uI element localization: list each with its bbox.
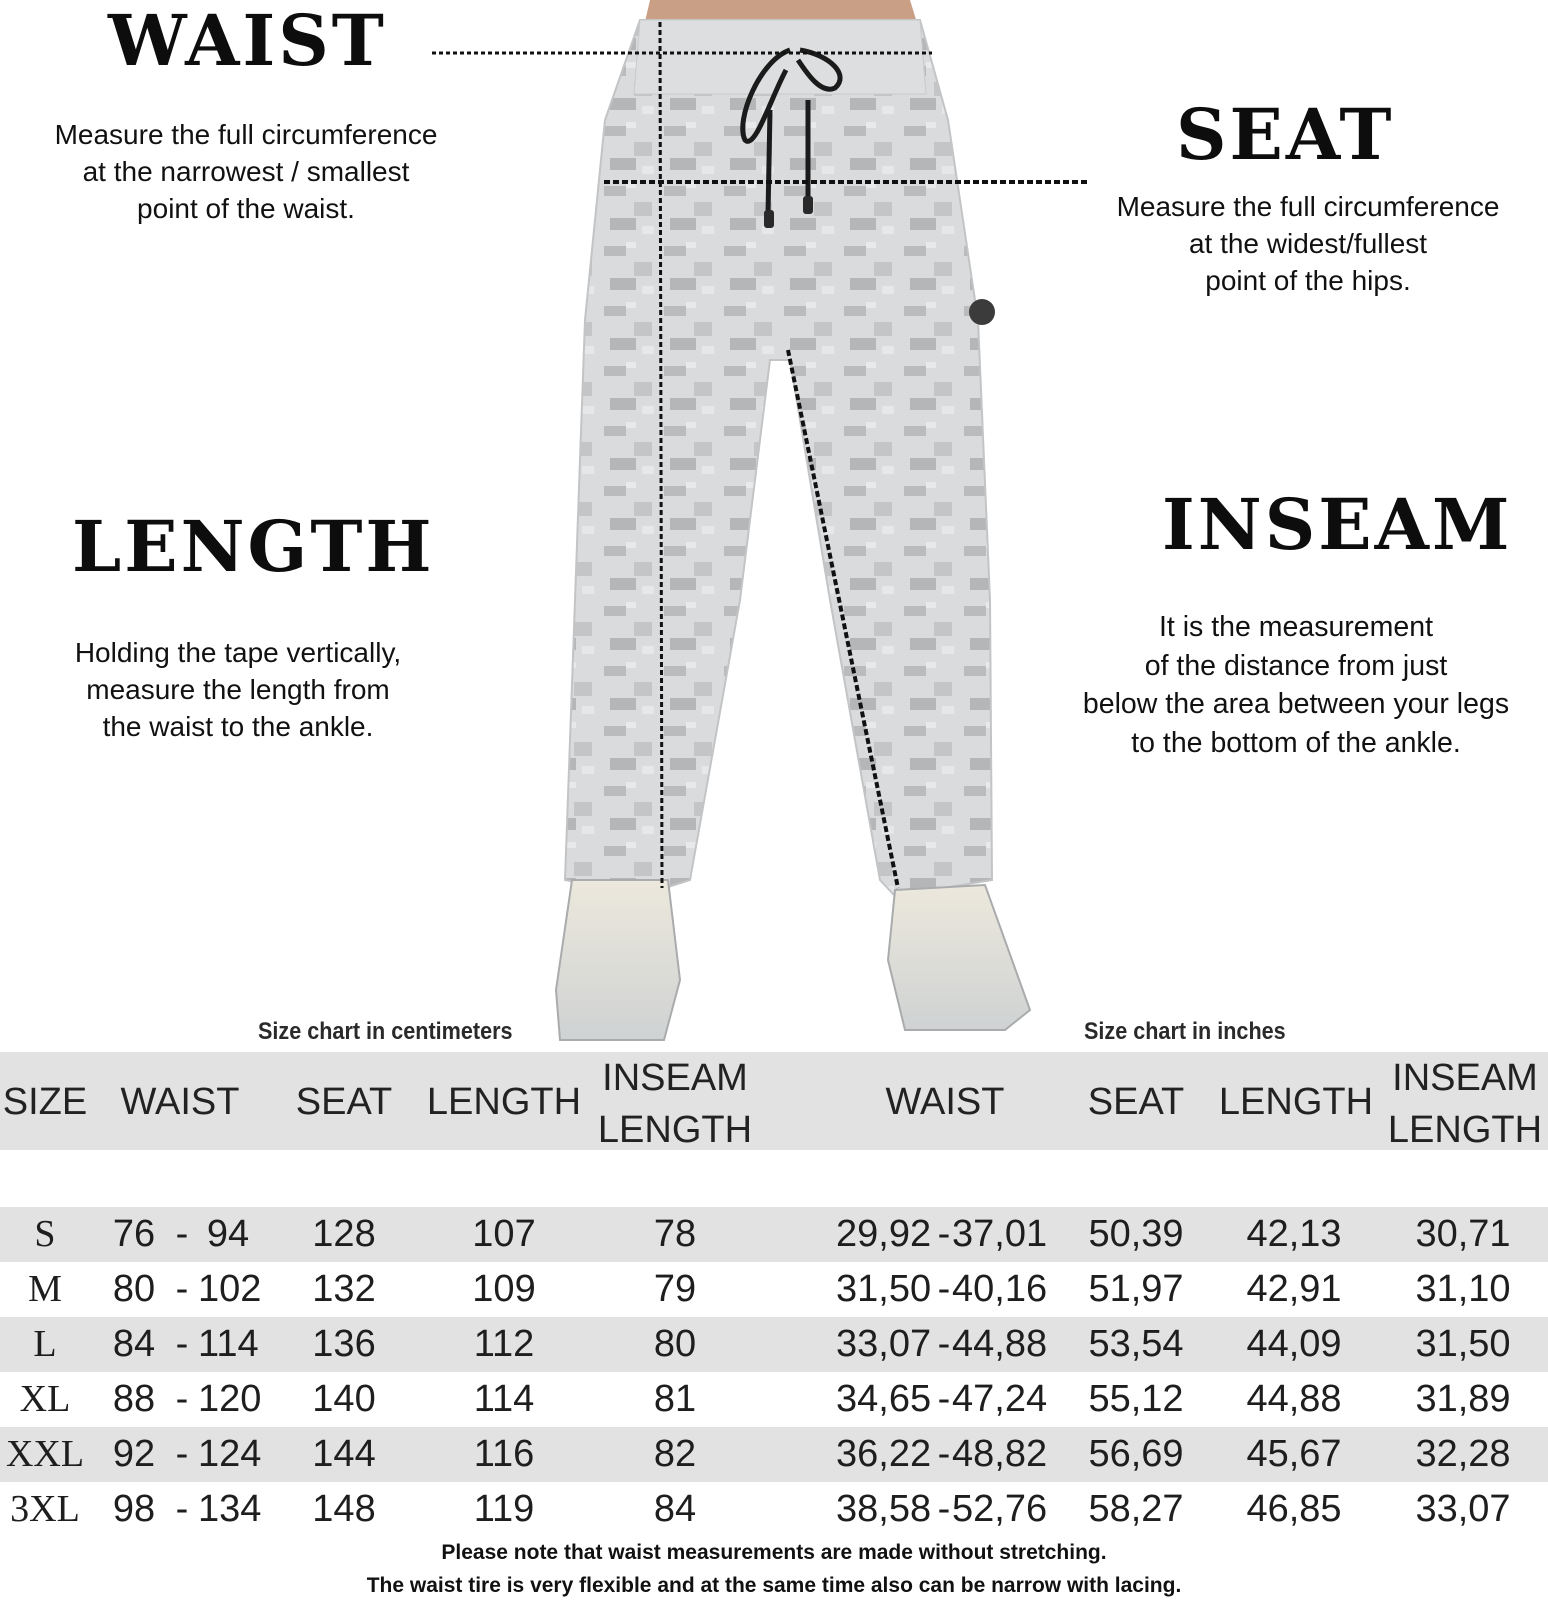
cell-waist-min-in: 36,22	[836, 1433, 932, 1475]
cell-size: 3XL	[10, 1488, 80, 1530]
inseam-desc-line: below the area between your legs	[1082, 688, 1510, 720]
header-inseam-in-line: INSEAM	[1392, 1057, 1538, 1099]
cell-size: L	[33, 1323, 57, 1365]
cell-waist-max-cm: 124	[198, 1433, 262, 1475]
cell-waist-max-in: 52,76	[952, 1488, 1048, 1530]
cell-seat-in: 56,69	[1088, 1433, 1184, 1475]
cell-inseam-cm: 79	[653, 1268, 697, 1310]
cell-inseam-cm: 82	[653, 1433, 697, 1475]
header-inseam-in	[1382, 1052, 1548, 1156]
cell-waist-separator: -	[937, 1378, 951, 1420]
cell-seat-in: 53,54	[1088, 1323, 1184, 1365]
cell-seat-cm: 132	[312, 1268, 376, 1310]
cell-waist-max-cm: 102	[198, 1268, 262, 1310]
cell-waist-max-cm: 114	[198, 1323, 259, 1365]
cell-length-in: 44,09	[1246, 1323, 1342, 1365]
cell-seat-in: 58,27	[1088, 1488, 1184, 1530]
cell-waist-max-in: 37,01	[952, 1213, 1048, 1255]
cell-waist-max-in: 47,24	[952, 1378, 1048, 1420]
size-row-m	[0, 1262, 1548, 1317]
waist-heading: WAIST	[108, 0, 387, 82]
cell-inseam-cm: 78	[653, 1213, 697, 1255]
inseam-heading: INSEAM	[1162, 483, 1513, 566]
left-shoe	[556, 880, 680, 1040]
cell-waist-min-cm: 88	[112, 1378, 156, 1420]
cell-length-in: 42,91	[1246, 1268, 1342, 1310]
waist-desc-line: point of the waist.	[137, 193, 355, 224]
seat-heading: SEAT	[1176, 93, 1395, 176]
size-row-s	[0, 1207, 1548, 1262]
cell-inseam-in: 31,89	[1415, 1378, 1511, 1420]
brand-patch	[969, 299, 995, 325]
seat-desc-line: at the widest/fullest	[1188, 228, 1428, 259]
cell-inseam-cm: 84	[653, 1488, 697, 1530]
cell-length-in: 42,13	[1246, 1213, 1342, 1255]
size-chart-cm-caption: Size chart in centimeters	[258, 1018, 513, 1045]
length-heading: LENGTH	[72, 505, 435, 588]
cell-seat-cm: 144	[312, 1433, 376, 1475]
cell-inseam-in: 33,07	[1415, 1488, 1511, 1530]
cell-waist-min-cm: 80	[112, 1268, 156, 1310]
cell-waist-max-in: 48,82	[952, 1433, 1048, 1475]
cell-inseam-in: 32,28	[1415, 1433, 1511, 1475]
waist-desc-line: at the narrowest / smallest	[82, 156, 410, 187]
seat-desc-line: Measure the full circumference	[1116, 191, 1500, 222]
header-waist-cm: WAIST	[120, 1081, 240, 1123]
inseam-desc-line: of the distance from just	[1144, 649, 1448, 682]
cell-waist-min-cm: 98	[112, 1488, 156, 1530]
cell-waist-min-cm: 92	[112, 1433, 156, 1475]
waist-note: Please note that waist measurements are made without stretching.	[441, 1541, 1107, 1564]
cell-waist-separator: -	[175, 1268, 189, 1310]
cell-seat-in: 51,97	[1088, 1268, 1184, 1310]
length-description	[28, 634, 448, 745]
cell-inseam-in: 30,71	[1415, 1213, 1511, 1255]
cell-seat-cm: 128	[312, 1213, 376, 1255]
size-row-xxl	[0, 1427, 1548, 1482]
cell-waist-separator: -	[937, 1433, 951, 1475]
cell-waist-separator: -	[937, 1213, 951, 1255]
cell-waist-separator: -	[937, 1488, 951, 1530]
header-inseam-cm-line: LENGTH	[597, 1109, 753, 1151]
length-desc-line: measure the length from	[86, 674, 390, 705]
cell-seat-cm: 140	[312, 1378, 376, 1420]
cell-length-cm: 116	[473, 1433, 535, 1475]
cell-seat-cm: 136	[312, 1323, 376, 1365]
cell-size: M	[28, 1268, 62, 1310]
cell-length-cm: 107	[472, 1213, 536, 1255]
cell-waist-min-in: 31,50	[836, 1268, 932, 1310]
cell-inseam-in: 31,10	[1415, 1268, 1511, 1310]
waist-description	[6, 116, 486, 227]
cell-waist-separator: -	[175, 1433, 189, 1475]
cell-waist-min-in: 33,07	[836, 1323, 932, 1365]
size-row-3xl	[0, 1482, 1548, 1537]
cell-waist-min-in: 34,65	[836, 1378, 932, 1420]
pants-shape	[565, 20, 992, 896]
header-inseam-cm-line: INSEAM	[602, 1057, 748, 1099]
seat-description	[1066, 188, 1548, 299]
cell-waist-max-cm: 120	[198, 1378, 262, 1420]
cell-length-in: 45,67	[1246, 1433, 1342, 1475]
cell-seat-cm: 148	[312, 1488, 376, 1530]
right-shoe	[888, 885, 1030, 1030]
cell-seat-in: 55,12	[1088, 1378, 1184, 1420]
header-seat-cm: SEAT	[295, 1081, 393, 1123]
cell-seat-in: 50,39	[1088, 1213, 1184, 1255]
cell-waist-min-cm: 76	[112, 1213, 156, 1255]
header-length-in: LENGTH	[1218, 1081, 1374, 1123]
cell-waist-max-cm: 134	[198, 1488, 262, 1530]
cell-waist-max-in: 44,88	[952, 1323, 1048, 1365]
header-seat-in: SEAT	[1087, 1081, 1185, 1123]
cell-inseam-in: 31,50	[1415, 1323, 1511, 1365]
cell-size: XL	[19, 1378, 71, 1420]
cell-length-cm: 109	[472, 1268, 536, 1310]
cell-waist-min-in: 38,58	[836, 1488, 932, 1530]
cell-waist-max-cm: 94	[206, 1213, 250, 1255]
cell-waist-separator: -	[937, 1268, 951, 1310]
cell-length-cm: 119	[473, 1488, 535, 1530]
inseam-desc-line: It is the measurement	[1158, 611, 1434, 643]
cell-length-cm: 112	[473, 1323, 535, 1365]
cell-waist-max-in: 40,16	[952, 1268, 1048, 1310]
size-row-l	[0, 1317, 1548, 1372]
header-length-cm: LENGTH	[426, 1081, 582, 1123]
header-inseam-cm	[590, 1052, 760, 1156]
cell-waist-separator: -	[175, 1378, 189, 1420]
cell-waist-separator: -	[175, 1488, 189, 1530]
header-inseam-in-line: LENGTH	[1387, 1109, 1543, 1151]
header-waist-in: WAIST	[885, 1081, 1005, 1123]
cell-waist-separator: -	[175, 1213, 189, 1255]
cell-length-cm: 114	[473, 1378, 535, 1420]
size-chart-inches-caption: Size chart in inches	[1084, 1018, 1286, 1045]
cell-size: S	[34, 1213, 56, 1255]
cell-inseam-cm: 81	[653, 1378, 697, 1420]
lacing-note: The waist tire is very flexible and at the same time also can be narrow with lacing.	[366, 1574, 1182, 1597]
length-desc-line: Holding the tape vertically,	[74, 637, 402, 668]
waist-desc-line: Measure the full circumference	[54, 119, 438, 150]
header-size: SIZE	[2, 1081, 88, 1123]
length-measure-line	[660, 22, 662, 888]
cell-waist-min-in: 29,92	[836, 1213, 932, 1255]
length-desc-line: the waist to the ankle.	[102, 711, 374, 742]
size-row-xl	[0, 1372, 1548, 1427]
inseam-description	[1048, 608, 1544, 762]
cell-length-in: 46,85	[1246, 1488, 1342, 1530]
inseam-desc-line: to the bottom of the ankle.	[1131, 726, 1461, 759]
cell-waist-separator: -	[175, 1323, 189, 1365]
seat-desc-line: point of the hips.	[1205, 265, 1411, 296]
cell-inseam-cm: 80	[653, 1323, 697, 1365]
cell-waist-min-cm: 84	[112, 1323, 156, 1365]
cell-waist-separator: -	[937, 1323, 951, 1365]
cell-size: XXL	[5, 1433, 85, 1475]
cell-length-in: 44,88	[1246, 1378, 1342, 1420]
